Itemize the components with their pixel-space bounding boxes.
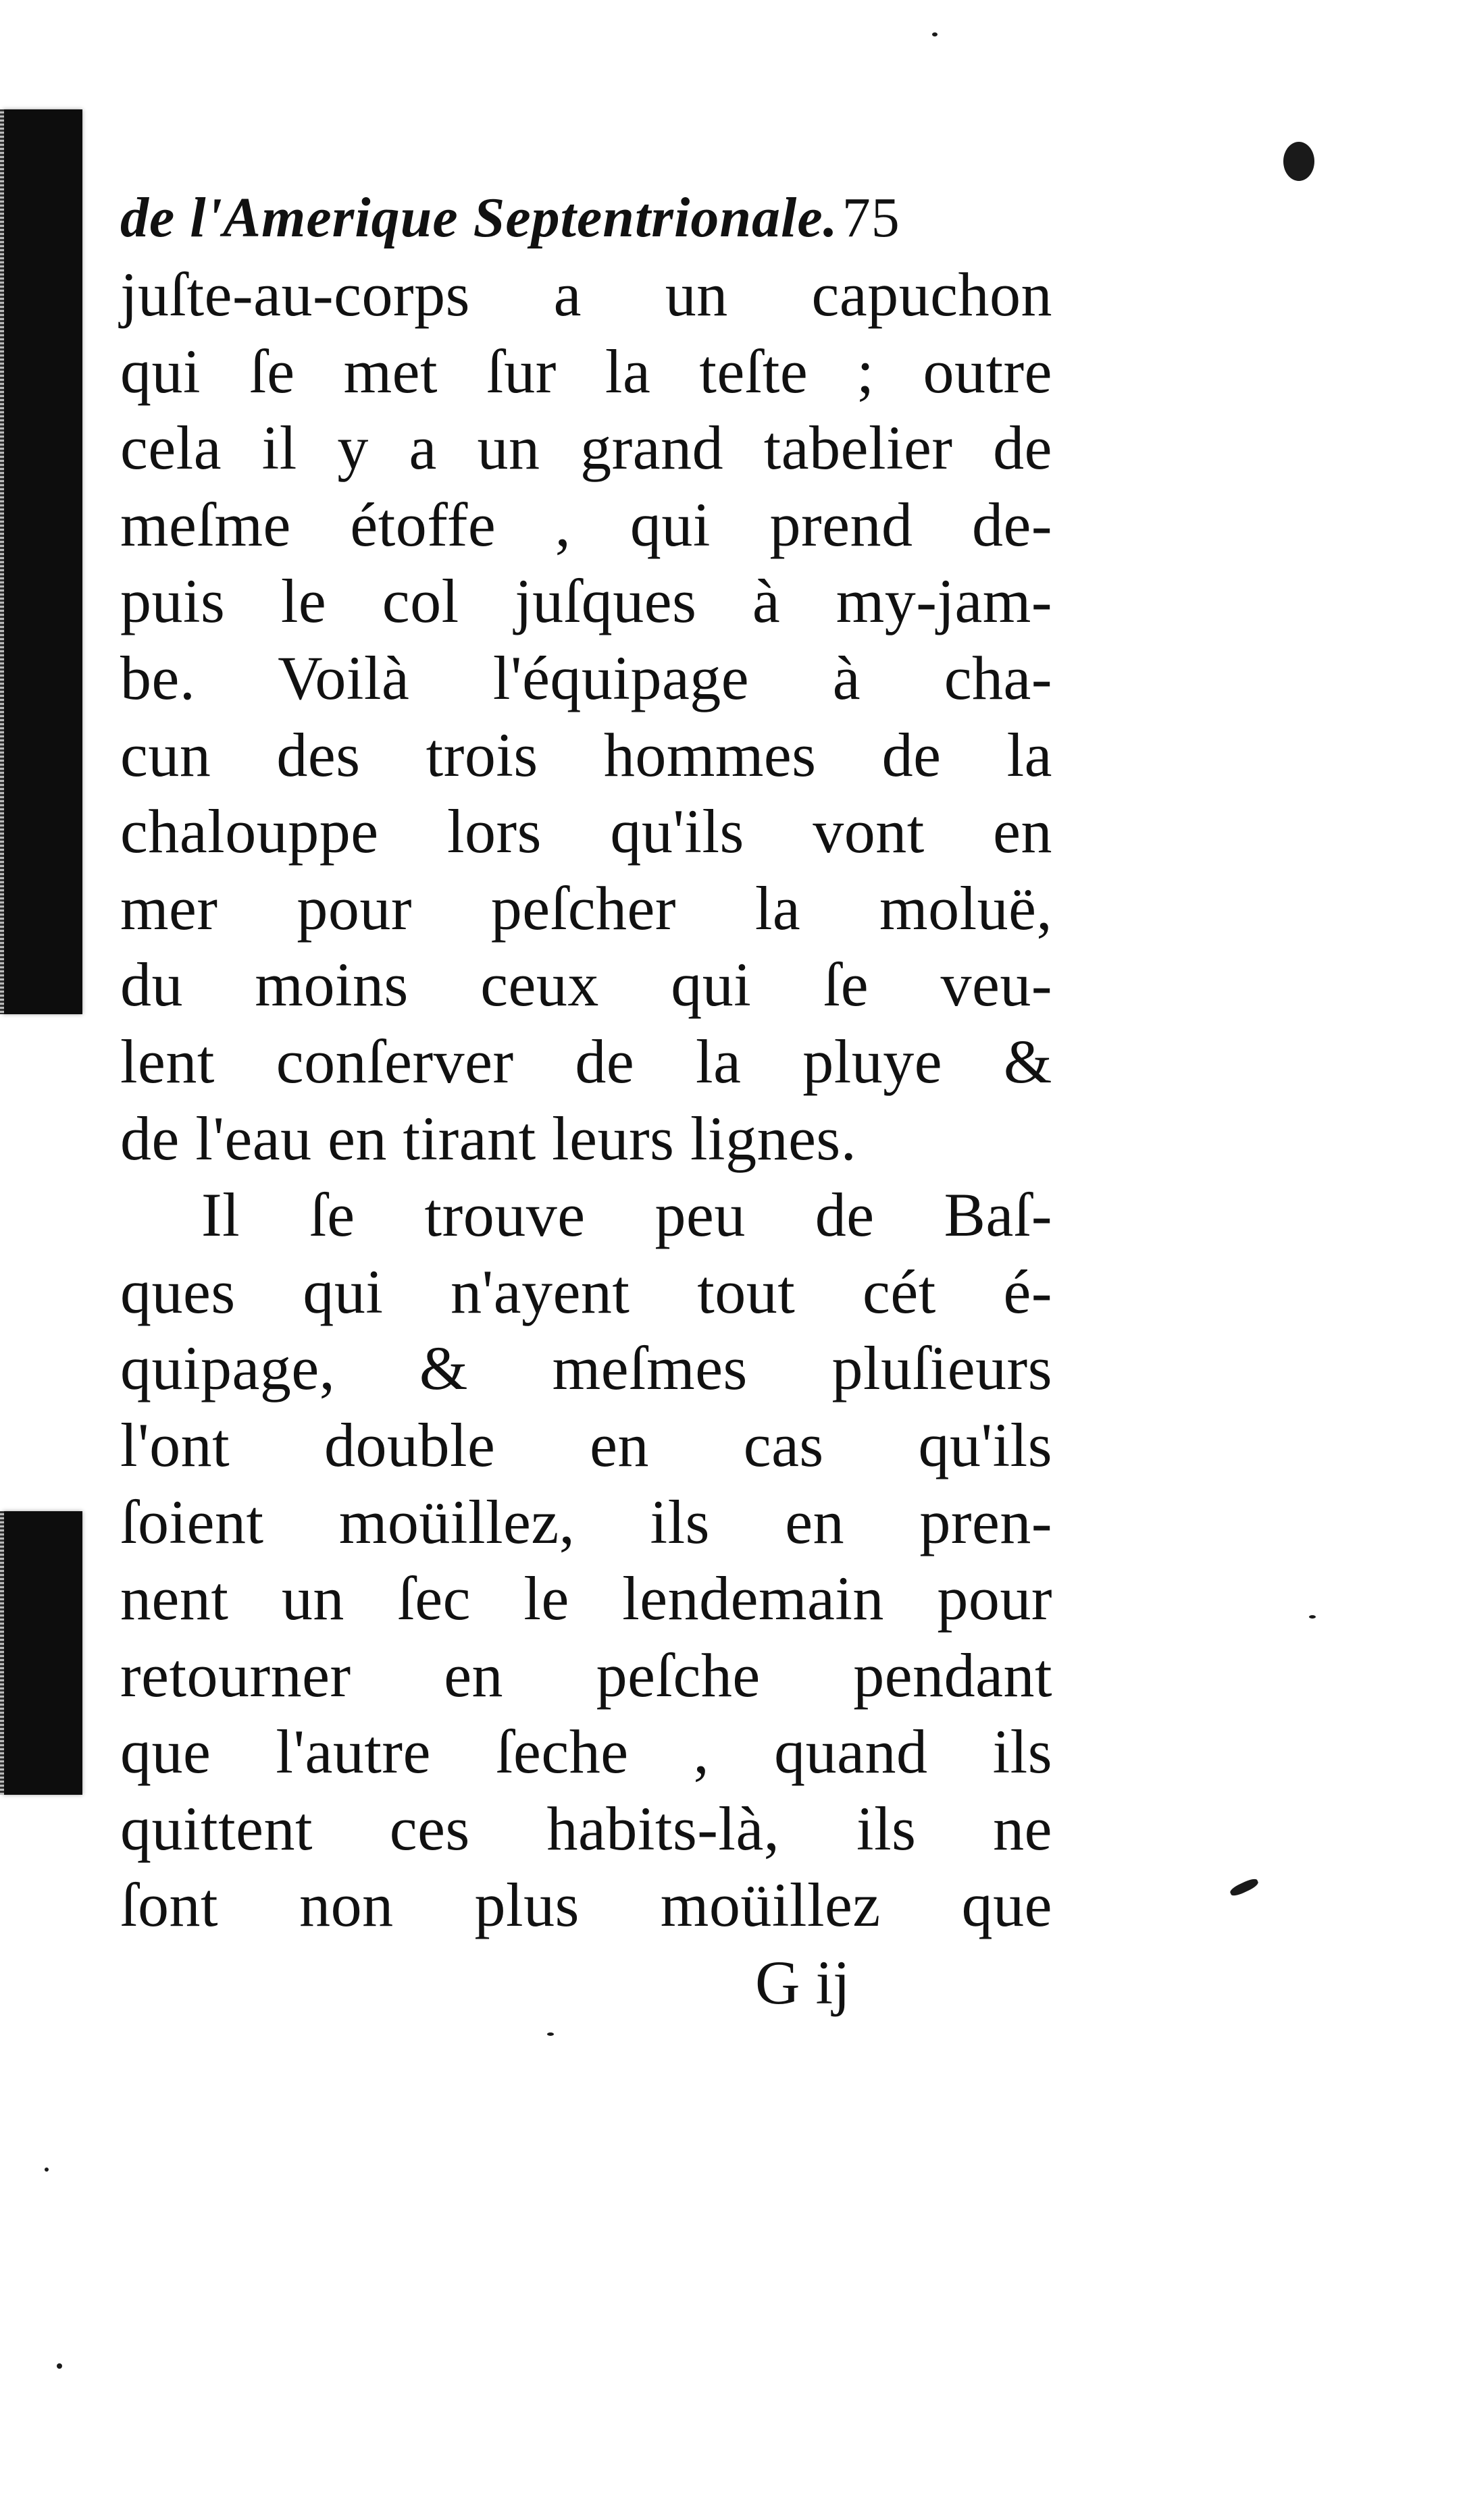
text-line: puis le col juſques à my-jam-	[120, 567, 1052, 636]
binding-shadow-top	[3, 109, 82, 1014]
text-line: du moins ceux qui ſe veu-	[120, 950, 1052, 1020]
ink-speck	[57, 2363, 62, 2369]
ink-speck	[547, 2032, 554, 2036]
text-line: ſont non plus moüillez que	[120, 1870, 1052, 1940]
ink-speck	[1309, 1615, 1316, 1619]
ink-speck	[45, 2168, 49, 2172]
text-line: ſoient moüillez, ils en pren-	[120, 1487, 1052, 1556]
text-line: de l'eau en tirant leurs lignes.	[120, 1103, 857, 1173]
binding-fringe-top	[0, 109, 4, 1014]
text-line: cela il y a un grand tabelier de	[120, 413, 1052, 483]
text-line: mer pour peſcher la moluë,	[120, 873, 1052, 943]
text-line: chalouppe lors qu'ils vont en	[120, 797, 1052, 866]
text-line: cun des trois hommes de la	[120, 720, 1052, 789]
text-line: l'ont double en cas qu'ils	[120, 1410, 1052, 1479]
ink-stroke	[1229, 1876, 1260, 1897]
text-line: quipage, & meſmes pluſieurs	[120, 1334, 1052, 1403]
text-line: juſte-au-corps a un capuchon	[120, 260, 1052, 329]
text-line: retourner en peſche pendant	[120, 1640, 1052, 1710]
text-line: lent conſerver de la pluye &	[120, 1026, 1052, 1096]
text-line: que l'autre ſeche , quand ils	[120, 1717, 1052, 1787]
binding-fringe-bottom	[0, 1511, 4, 1795]
signature-mark: G ij	[755, 1948, 850, 2017]
body-text	[120, 257, 1052, 1944]
text-line: be. Voilà l'équipage à cha-	[120, 643, 1052, 712]
text-line: ques qui n'ayent tout cét é-	[120, 1257, 1052, 1326]
text-line: quittent ces habits-là, ils ne	[120, 1793, 1052, 1863]
binding-shadow-bottom	[3, 1511, 82, 1795]
running-title: de l'Amerique Septentrionale.	[120, 186, 838, 249]
page-number: 75	[842, 186, 900, 249]
running-header	[120, 181, 1052, 255]
ink-speck	[932, 32, 938, 36]
text-line: meſme étoffe , qui prend de-	[120, 490, 1052, 559]
text-line: qui ſe met ſur la teſte ; outre	[120, 336, 1052, 406]
ink-blot	[1283, 142, 1314, 181]
text-line: nent un ſec le lendemain pour	[120, 1564, 1052, 1633]
text-line-paragraph-start: Il ſe trouve peu de Baſ-	[201, 1180, 1052, 1250]
